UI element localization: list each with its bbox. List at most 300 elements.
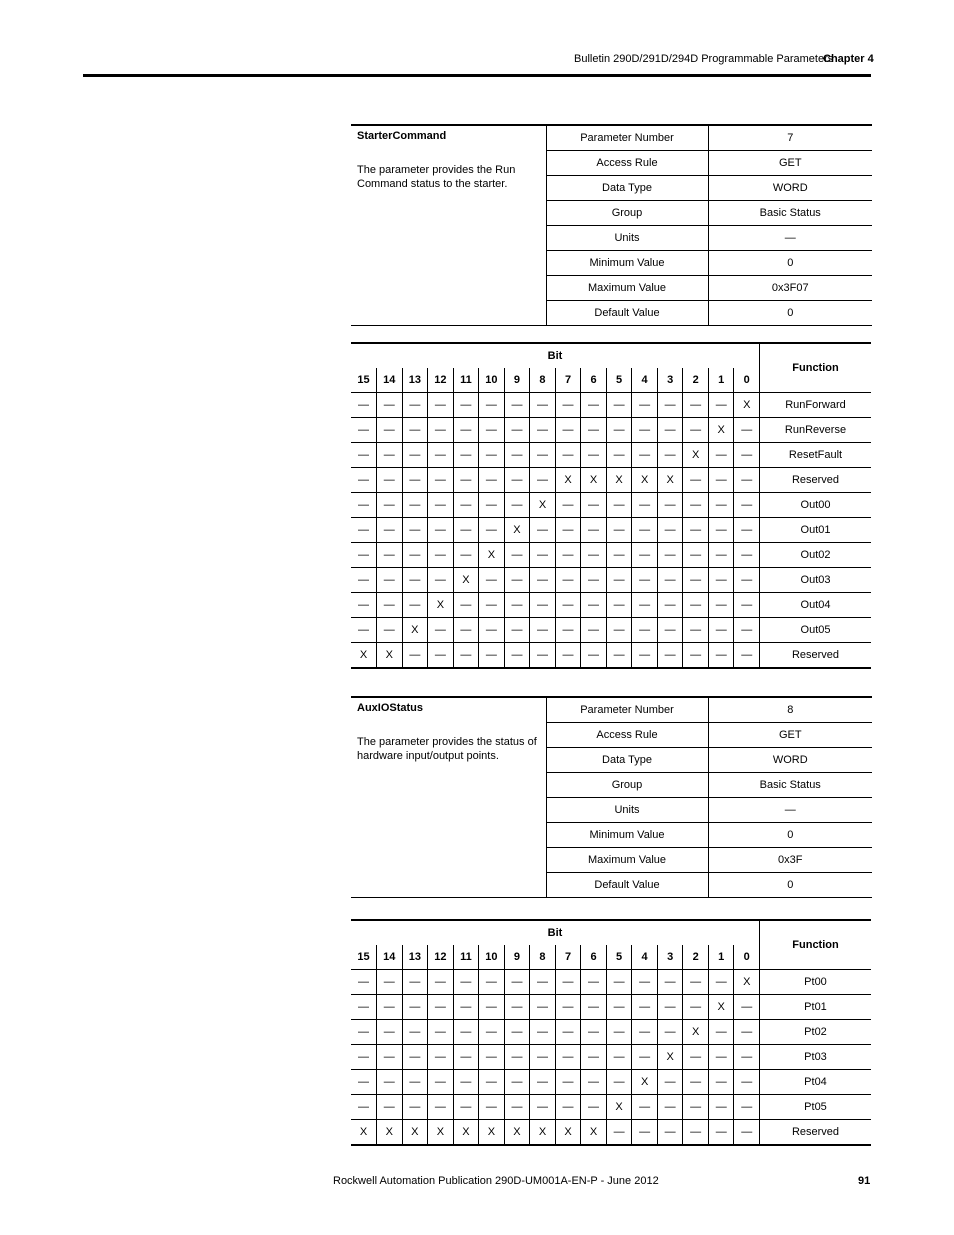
bit-cell: —: [402, 493, 428, 518]
bit-cell: —: [734, 568, 760, 593]
bit-cell: —: [734, 418, 760, 443]
param-name: StarterCommand: [357, 130, 447, 142]
bit-cell: —: [606, 493, 632, 518]
bit-cell: —: [377, 493, 403, 518]
param-description-cell: [351, 125, 546, 326]
bit-number-header: 14: [377, 368, 403, 393]
bit-row: [351, 418, 871, 443]
bit-cell: —: [351, 593, 377, 618]
bit-cell: —: [351, 1020, 377, 1045]
param-label: Group: [546, 201, 708, 226]
bit-cell: —: [377, 393, 403, 418]
bit-cell: —: [606, 593, 632, 618]
bit-cell: —: [683, 1045, 709, 1070]
bit-cell: —: [377, 618, 403, 643]
bit-cell: —: [708, 1095, 734, 1120]
bit-cell: —: [632, 493, 658, 518]
bit-cell: —: [504, 543, 530, 568]
bit-header-row: [351, 343, 871, 368]
bit-cell: —: [708, 1120, 734, 1146]
bit-cell: —: [530, 970, 556, 995]
bit-cell: —: [377, 1095, 403, 1120]
bit-cell: —: [606, 970, 632, 995]
bit-cell: —: [632, 643, 658, 669]
bit-number-header: 9: [504, 368, 530, 393]
bit-number-header: 13: [402, 945, 428, 970]
bit-cell: X: [708, 995, 734, 1020]
bit-cell: —: [555, 493, 581, 518]
param-value: 7: [708, 125, 872, 151]
bit-cell: X: [504, 1120, 530, 1146]
bit-cell: —: [683, 1095, 709, 1120]
bit-function: Reserved: [760, 468, 872, 493]
bit-number-header: 7: [555, 368, 581, 393]
bit-cell: —: [734, 443, 760, 468]
bit-cell: X: [581, 468, 607, 493]
bit-function: Pt01: [760, 995, 872, 1020]
bit-cell: —: [530, 593, 556, 618]
bit-cell: —: [683, 393, 709, 418]
bit-cell: —: [581, 493, 607, 518]
bit-number-header: 0: [734, 945, 760, 970]
bit-cell: X: [555, 468, 581, 493]
bit-number-header: 0: [734, 368, 760, 393]
bit-cell: X: [581, 1120, 607, 1146]
footer-publication: Rockwell Automation Publication 290D-UM001A-EN-P - June 2012: [333, 1175, 659, 1187]
bit-cell: X: [377, 1120, 403, 1146]
bit-row: [351, 1020, 871, 1045]
bit-cell: —: [734, 1120, 760, 1146]
bit-cell: X: [351, 643, 377, 669]
param-value: Basic Status: [708, 773, 872, 798]
bit-cell: —: [530, 995, 556, 1020]
bit-function: Reserved: [760, 643, 872, 669]
bit-cell: —: [402, 1020, 428, 1045]
bit-cell: X: [530, 1120, 556, 1146]
bit-cell: —: [683, 643, 709, 669]
bit-cell: —: [555, 1045, 581, 1070]
bit-cell: —: [555, 418, 581, 443]
param-label: Maximum Value: [546, 276, 708, 301]
bit-number-header: 8: [530, 368, 556, 393]
bit-cell: —: [581, 543, 607, 568]
bit-cell: —: [734, 1020, 760, 1045]
bit-cell: —: [606, 418, 632, 443]
bit-cell: —: [657, 493, 683, 518]
bit-cell: —: [734, 493, 760, 518]
bit-number-header: 5: [606, 945, 632, 970]
bit-number-header: 2: [683, 368, 709, 393]
bit-cell: —: [708, 1045, 734, 1070]
bit-cell: —: [581, 593, 607, 618]
bit-cell: X: [530, 493, 556, 518]
param-value: 0: [708, 251, 872, 276]
bit-column-group-header: Bit: [351, 920, 760, 945]
bit-cell: —: [734, 995, 760, 1020]
bit-cell: —: [351, 970, 377, 995]
param-label: Units: [546, 798, 708, 823]
bit-cell: —: [453, 593, 479, 618]
bit-cell: —: [504, 995, 530, 1020]
bit-cell: —: [377, 970, 403, 995]
bit-cell: —: [555, 443, 581, 468]
bit-function: ResetFault: [760, 443, 872, 468]
bit-cell: —: [632, 1020, 658, 1045]
bit-cell: —: [708, 593, 734, 618]
param-row: [351, 697, 872, 723]
bit-cell: —: [428, 618, 454, 643]
bit-cell: —: [606, 568, 632, 593]
bit-cell: —: [479, 970, 505, 995]
bit-function: Out01: [760, 518, 872, 543]
bit-cell: —: [351, 468, 377, 493]
bit-cell: —: [606, 643, 632, 669]
bit-cell: X: [657, 1045, 683, 1070]
bit-cell: —: [453, 493, 479, 518]
bit-cell: —: [683, 543, 709, 568]
bit-row: [351, 618, 871, 643]
bit-cell: —: [402, 643, 428, 669]
bit-cell: —: [632, 618, 658, 643]
bit-cell: —: [377, 543, 403, 568]
bit-number-header: 6: [581, 945, 607, 970]
bit-cell: —: [606, 1020, 632, 1045]
bit-cell: X: [453, 568, 479, 593]
bit-cell: —: [377, 418, 403, 443]
bit-cell: —: [683, 618, 709, 643]
bit-cell: —: [632, 1095, 658, 1120]
bit-cell: —: [657, 393, 683, 418]
bit-cell: —: [581, 1095, 607, 1120]
bit-cell: —: [657, 970, 683, 995]
bit-cell: —: [734, 1070, 760, 1095]
bit-cell: —: [479, 643, 505, 669]
bit-cell: —: [530, 568, 556, 593]
bit-cell: —: [657, 995, 683, 1020]
bit-number-header: 5: [606, 368, 632, 393]
bit-cell: —: [555, 568, 581, 593]
bit-cell: —: [632, 568, 658, 593]
bit-cell: —: [428, 1095, 454, 1120]
bit-cell: —: [453, 1070, 479, 1095]
bit-cell: X: [479, 543, 505, 568]
bit-cell: —: [708, 518, 734, 543]
bit-cell: —: [555, 1020, 581, 1045]
bit-row: [351, 1045, 871, 1070]
bit-cell: —: [504, 393, 530, 418]
bit-cell: —: [530, 1045, 556, 1070]
bit-number-header: 15: [351, 945, 377, 970]
bit-cell: —: [632, 1045, 658, 1070]
bit-number-header: 11: [453, 368, 479, 393]
bit-cell: —: [581, 443, 607, 468]
bit-row: [351, 1120, 871, 1146]
bit-cell: —: [453, 970, 479, 995]
bit-cell: —: [504, 1095, 530, 1120]
function-column-header: Function: [760, 343, 872, 393]
bit-row: [351, 568, 871, 593]
bit-cell: —: [606, 393, 632, 418]
param-label: Parameter Number: [546, 697, 708, 723]
bit-function: Pt04: [760, 1070, 872, 1095]
bit-cell: —: [555, 1095, 581, 1120]
bit-cell: —: [555, 970, 581, 995]
bit-row: [351, 1095, 871, 1120]
bit-cell: X: [504, 518, 530, 543]
bit-cell: —: [555, 543, 581, 568]
bit-cell: —: [479, 468, 505, 493]
param-label: Data Type: [546, 748, 708, 773]
bit-function: Pt02: [760, 1020, 872, 1045]
bit-cell: —: [708, 493, 734, 518]
bit-cell: X: [632, 468, 658, 493]
bit-cell: —: [428, 1070, 454, 1095]
bit-cell: —: [402, 543, 428, 568]
bit-cell: —: [479, 493, 505, 518]
bit-function: Pt05: [760, 1095, 872, 1120]
bit-cell: —: [402, 1045, 428, 1070]
bit-cell: —: [479, 443, 505, 468]
bit-cell: —: [428, 468, 454, 493]
bit-cell: —: [428, 393, 454, 418]
param-label: Default Value: [546, 301, 708, 326]
bit-number-header: 4: [632, 945, 658, 970]
bit-cell: —: [708, 643, 734, 669]
param-value: Basic Status: [708, 201, 872, 226]
bit-cell: —: [606, 1070, 632, 1095]
bit-cell: X: [606, 468, 632, 493]
bit-function: Pt00: [760, 970, 872, 995]
bit-cell: —: [453, 618, 479, 643]
bit-cell: —: [504, 493, 530, 518]
bit-number-header: 11: [453, 945, 479, 970]
bit-cell: —: [632, 970, 658, 995]
bit-cell: —: [428, 518, 454, 543]
bit-cell: —: [453, 393, 479, 418]
bit-row: [351, 543, 871, 568]
bit-cell: X: [351, 1120, 377, 1146]
bit-cell: —: [351, 618, 377, 643]
bit-table-startercommand: [351, 342, 871, 669]
bit-cell: X: [708, 418, 734, 443]
bit-cell: —: [606, 1045, 632, 1070]
bit-number-header: 14: [377, 945, 403, 970]
bit-cell: —: [581, 643, 607, 669]
param-description-cell: [351, 697, 546, 898]
bit-cell: —: [504, 970, 530, 995]
bit-cell: —: [581, 1045, 607, 1070]
bit-number-header: 1: [708, 945, 734, 970]
bit-cell: —: [504, 568, 530, 593]
bit-cell: —: [428, 1020, 454, 1045]
bit-cell: —: [479, 1095, 505, 1120]
bit-cell: —: [708, 1020, 734, 1045]
bit-function: Reserved: [760, 1120, 872, 1146]
bit-cell: —: [657, 1095, 683, 1120]
bit-cell: —: [351, 568, 377, 593]
function-column-header: Function: [760, 920, 872, 970]
bit-function: Out04: [760, 593, 872, 618]
bit-number-header: 12: [428, 368, 454, 393]
bit-cell: —: [402, 970, 428, 995]
bit-cell: —: [504, 1045, 530, 1070]
bit-cell: —: [377, 593, 403, 618]
bit-table-auxiostatus: [351, 919, 871, 1146]
bit-cell: —: [708, 618, 734, 643]
bit-cell: —: [581, 518, 607, 543]
bit-cell: —: [453, 443, 479, 468]
bit-cell: —: [606, 543, 632, 568]
bit-cell: X: [453, 1120, 479, 1146]
bit-cell: —: [581, 995, 607, 1020]
param-value: 0: [708, 873, 872, 898]
bit-number-header: 10: [479, 945, 505, 970]
bit-cell: —: [351, 518, 377, 543]
bit-cell: —: [402, 518, 428, 543]
param-value: —: [708, 798, 872, 823]
bit-cell: —: [734, 593, 760, 618]
bit-cell: —: [453, 1095, 479, 1120]
bit-cell: —: [606, 1120, 632, 1146]
bit-cell: —: [657, 518, 683, 543]
bit-cell: —: [683, 468, 709, 493]
param-label: Default Value: [546, 873, 708, 898]
bit-row: [351, 493, 871, 518]
bit-function: Pt03: [760, 1045, 872, 1070]
bit-cell: —: [428, 543, 454, 568]
bit-cell: —: [632, 593, 658, 618]
bit-function: Out02: [760, 543, 872, 568]
bit-cell: —: [377, 468, 403, 493]
param-value: WORD: [708, 748, 872, 773]
bit-cell: —: [479, 1070, 505, 1095]
bit-cell: —: [530, 1095, 556, 1120]
bit-row: [351, 393, 871, 418]
bit-cell: —: [581, 568, 607, 593]
bit-cell: —: [606, 518, 632, 543]
param-value: 0x3F: [708, 848, 872, 873]
bit-cell: —: [453, 643, 479, 669]
bit-number-header: 1: [708, 368, 734, 393]
bit-cell: —: [657, 1120, 683, 1146]
bit-cell: X: [632, 1070, 658, 1095]
bit-function: RunReverse: [760, 418, 872, 443]
param-value: —: [708, 226, 872, 251]
bit-function: Out00: [760, 493, 872, 518]
param-label: Access Rule: [546, 151, 708, 176]
bit-cell: —: [479, 1045, 505, 1070]
bit-cell: —: [555, 995, 581, 1020]
bit-cell: —: [708, 568, 734, 593]
bit-cell: —: [504, 418, 530, 443]
param-value: 0x3F07: [708, 276, 872, 301]
bit-header-row: [351, 920, 871, 945]
bit-cell: X: [555, 1120, 581, 1146]
bit-cell: —: [734, 618, 760, 643]
bit-cell: —: [708, 1070, 734, 1095]
bit-cell: —: [351, 443, 377, 468]
bit-cell: —: [632, 543, 658, 568]
bit-cell: —: [479, 593, 505, 618]
bit-cell: —: [453, 1020, 479, 1045]
bit-cell: —: [428, 418, 454, 443]
bit-cell: —: [530, 1070, 556, 1095]
bit-cell: —: [708, 468, 734, 493]
bit-cell: —: [632, 443, 658, 468]
bit-cell: —: [402, 995, 428, 1020]
bit-cell: —: [657, 418, 683, 443]
bit-cell: —: [581, 418, 607, 443]
bit-cell: —: [657, 618, 683, 643]
bit-cell: —: [453, 468, 479, 493]
bit-cell: —: [657, 1020, 683, 1045]
bit-cell: X: [734, 970, 760, 995]
bit-cell: —: [377, 995, 403, 1020]
bit-cell: —: [428, 443, 454, 468]
bit-number-header: 10: [479, 368, 505, 393]
bit-cell: —: [657, 443, 683, 468]
bit-cell: —: [428, 643, 454, 669]
bit-row: [351, 970, 871, 995]
bit-cell: —: [657, 643, 683, 669]
bit-function: Out05: [760, 618, 872, 643]
bit-cell: —: [683, 1120, 709, 1146]
running-header-title: Bulletin 290D/291D/294D Programmable Parameters: [574, 53, 834, 65]
bit-cell: —: [708, 543, 734, 568]
param-value: 0: [708, 823, 872, 848]
bit-cell: —: [734, 643, 760, 669]
bit-cell: X: [683, 1020, 709, 1045]
bit-cell: X: [683, 443, 709, 468]
param-value: WORD: [708, 176, 872, 201]
bit-cell: —: [632, 995, 658, 1020]
bit-cell: —: [453, 543, 479, 568]
bit-cell: —: [351, 1045, 377, 1070]
bit-number-header: 8: [530, 945, 556, 970]
bit-cell: —: [428, 493, 454, 518]
bit-number-header: 4: [632, 368, 658, 393]
bit-cell: —: [402, 568, 428, 593]
param-label: Access Rule: [546, 723, 708, 748]
bit-cell: —: [402, 468, 428, 493]
param-label: Minimum Value: [546, 251, 708, 276]
bit-cell: —: [479, 568, 505, 593]
param-label: Units: [546, 226, 708, 251]
bit-cell: —: [377, 443, 403, 468]
bit-cell: —: [351, 1095, 377, 1120]
bit-number-header: 3: [657, 945, 683, 970]
bit-cell: —: [530, 393, 556, 418]
bit-cell: —: [734, 468, 760, 493]
bit-cell: —: [734, 1045, 760, 1070]
bit-cell: —: [581, 970, 607, 995]
bit-cell: —: [657, 1070, 683, 1095]
bit-cell: —: [555, 618, 581, 643]
bit-row: [351, 593, 871, 618]
bit-cell: X: [402, 618, 428, 643]
bit-cell: —: [377, 1020, 403, 1045]
bit-cell: —: [632, 393, 658, 418]
bit-cell: —: [606, 443, 632, 468]
bit-cell: —: [734, 518, 760, 543]
bit-cell: —: [657, 593, 683, 618]
bit-cell: —: [504, 593, 530, 618]
bit-cell: —: [351, 995, 377, 1020]
bit-cell: X: [402, 1120, 428, 1146]
bit-cell: —: [734, 543, 760, 568]
bit-number-header: 15: [351, 368, 377, 393]
bit-cell: —: [555, 518, 581, 543]
